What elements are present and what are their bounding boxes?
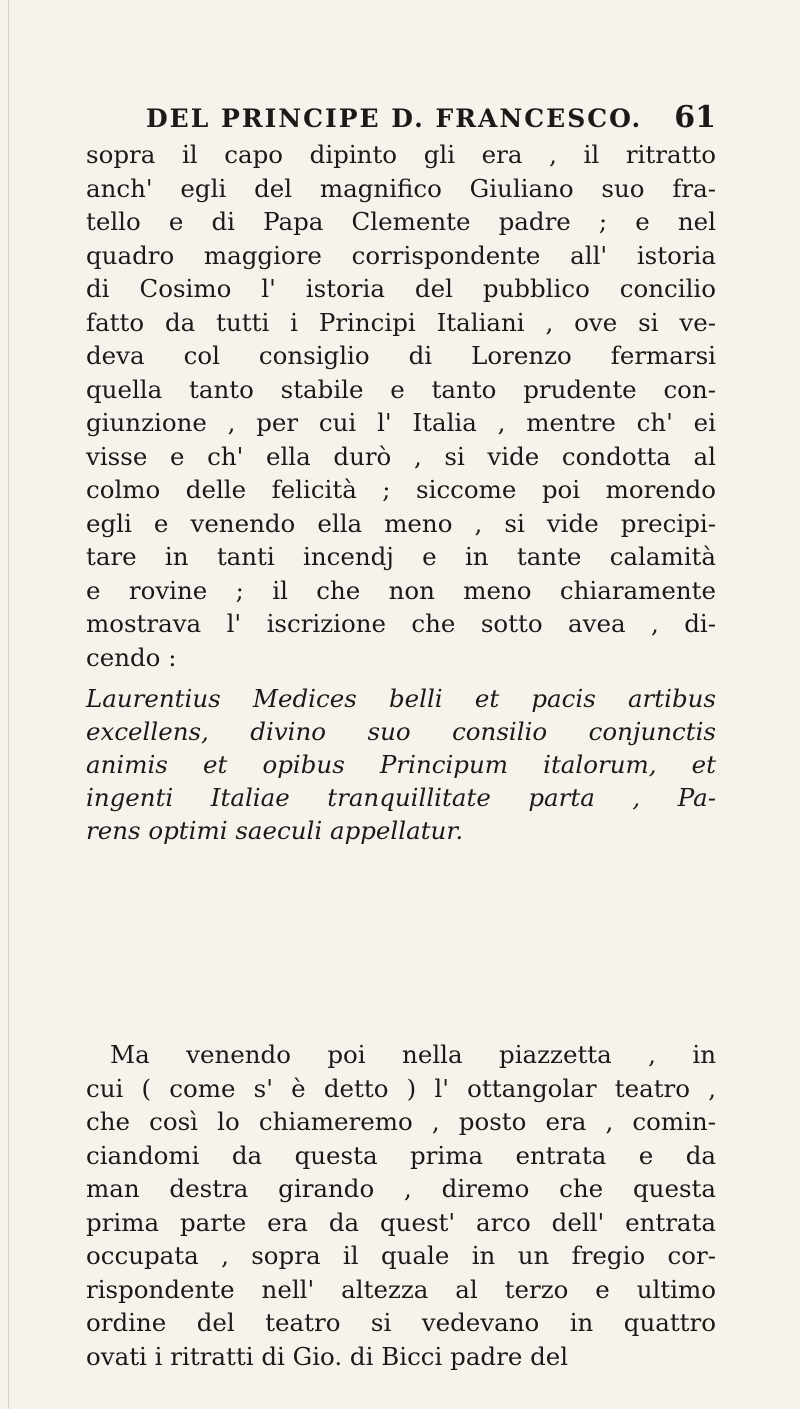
text-line: ovati i ritratti di Gio. di Bicci padre del	[86, 1341, 569, 1371]
text-line: anch' egli del magnifico Giuliano suo fra-	[86, 173, 716, 203]
text-line: mostrava l' iscrizione che sotto avea , di-	[86, 609, 716, 638]
text-line: animis et opibus Principum italorum, et	[86, 750, 716, 779]
paragraph-narrative	[86, 138, 716, 674]
text-line: sopra il capo dipinto gli era , il ritratto	[86, 140, 716, 169]
text-line: visse e ch' ella durò , si vide condotta al	[86, 441, 716, 471]
text-line: cendo :	[86, 642, 177, 672]
text-line: occupata , sopra il quale in un fregio cor-	[86, 1241, 716, 1270]
text-line: Ma venendo poi nella piazzetta , in	[110, 1040, 716, 1069]
text-line: quadro maggiore corrispondente all' istoria	[86, 240, 716, 270]
text-line: che così lo chiameremo , posto era , comin-	[86, 1107, 716, 1136]
page-header	[86, 100, 716, 136]
text-line: rens optimi saeculi appellatur.	[86, 816, 464, 845]
text-line: fatto da tutti i Principi Italiani , ove si ve-	[86, 307, 716, 337]
text-line: colmo delle felicità ; siccome poi morendo	[86, 475, 716, 504]
text-line: Laurentius Medices belli et pacis artibus	[86, 684, 716, 713]
text-line: quella tanto stabile e tanto prudente con-	[86, 374, 716, 404]
paragraph-piazzetta	[86, 1038, 716, 1373]
text-line: ciandomi da questa prima entrata e da	[86, 1140, 716, 1170]
text-line: di Cosimo l' istoria del pubblico concilio	[86, 274, 716, 303]
text-line: egli e venendo ella meno , si vide precipi-	[86, 508, 716, 538]
running-head: DEL PRINCIPE D. FRANCESCO.	[146, 104, 643, 133]
text-line: excellens, divino suo consilio conjunctis	[86, 717, 716, 746]
text-line: giunzione , per cui l' Italia , mentre ch' ei	[86, 408, 716, 437]
text-line: man destra girando , diremo che questa	[86, 1174, 716, 1203]
text-line: rispondente nell' altezza al terzo e ultimo	[86, 1274, 716, 1304]
page-number: 61	[674, 100, 716, 135]
text-line: ingenti Italiae tranquillitate parta , Pa-	[86, 783, 716, 812]
text-line: ordine del teatro si vedevano in quattro	[86, 1308, 716, 1337]
page-gutter-line	[8, 0, 9, 1409]
text-line: tello e di Papa Clemente padre ; e nel	[86, 207, 716, 236]
text-line: prima parte era da quest' arco dell' entrata	[86, 1207, 716, 1237]
latin-inscription	[86, 682, 716, 847]
text-line: tare in tanti incendj e in tante calamità	[86, 542, 716, 571]
text-line: deva col consiglio di Lorenzo fermarsi	[86, 341, 716, 370]
text-line: cui ( come s' è detto ) l' ottangolar teatro ,	[86, 1073, 716, 1103]
text-line: e rovine ; il che non meno chiaramente	[86, 575, 716, 605]
